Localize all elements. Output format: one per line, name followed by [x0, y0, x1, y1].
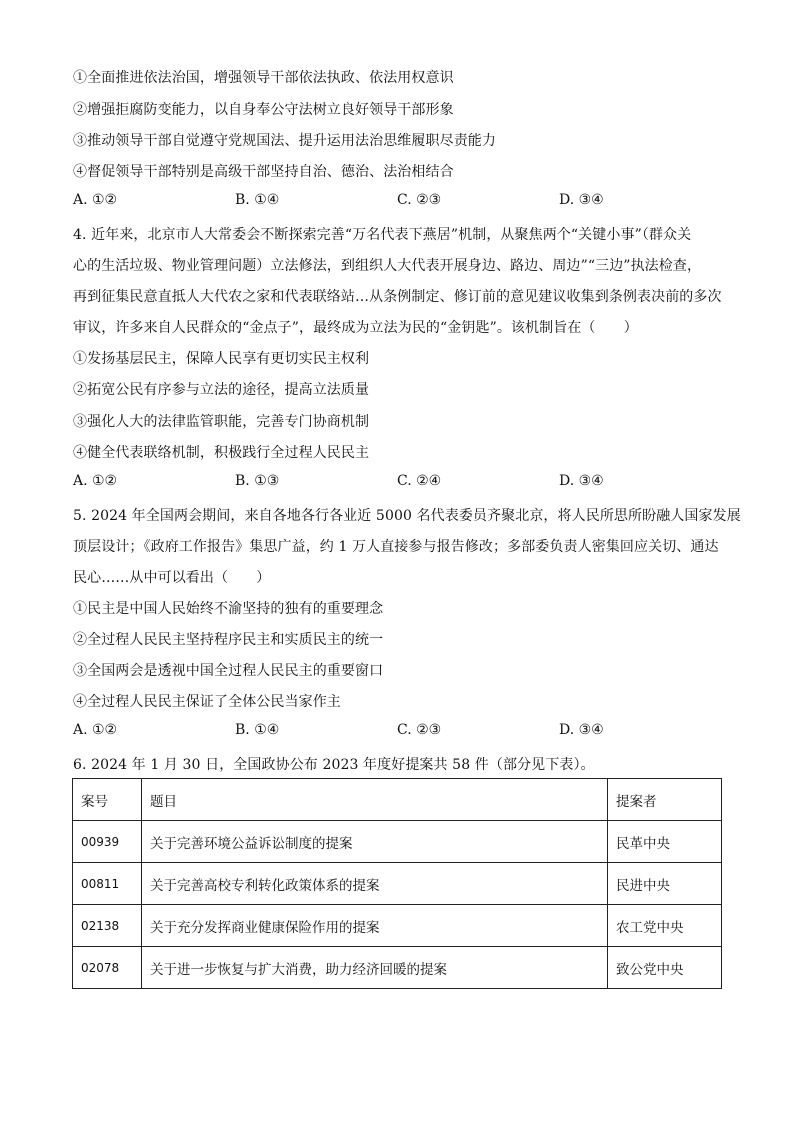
table-row — [73, 947, 722, 989]
cell-proposer: 民革中央 — [608, 821, 722, 863]
cell-title: 关于完善环境公益诉讼制度的提案 — [142, 821, 608, 863]
q5-option-a[interactable]: A. ①② — [73, 722, 118, 738]
q5-stem-line-3: 民心……从中可以看出（ ） — [73, 570, 271, 586]
cell-proposer: 民进中央 — [608, 863, 722, 905]
q4-stem-line-2: 心的生活垃圾、物业管理问题）立法修法，到组织人大代表开展身边、路边、周边”“三边”执法检查， — [73, 258, 702, 274]
q5-stem-line-2: 顶层设计；《政府工作报告》集思广益，约 1 万人直接参与报告修改；多部委负责人密集回应关切、通达 — [73, 539, 719, 555]
q5-item-4: ④全过程人民民主保证了全体公民当家作主 — [73, 694, 341, 710]
q6-stem: 6. 2024 年 1 月 30 日，全国政协公布 2023 年度好提案共 58 件（部分见下表）。 — [73, 757, 595, 773]
q3-options — [73, 192, 723, 212]
q4-option-c[interactable]: C. ②④ — [397, 473, 442, 489]
q3-option-a[interactable]: A. ①② — [73, 192, 118, 208]
q5-item-3: ③全国两会是透视中国全过程人民民主的重要窗口 — [73, 663, 384, 679]
q3-item-1: ①全面推进依法治国，增强领导干部依法执政、依法用权意识 — [73, 70, 454, 86]
cell-case-no: 00811 — [73, 863, 142, 905]
q5-item-1: ①民主是中国人民始终不渝坚持的独有的重要理念 — [73, 601, 384, 617]
cell-proposer: 农工党中央 — [608, 905, 722, 947]
q4-stem-line-1: 4. 近年来，北京市人大常委会不断探索完善“万名代表下燕居”机制，从聚焦两个“关键小事”（群众关 — [73, 227, 692, 243]
cell-case-no: 02138 — [73, 905, 142, 947]
q3-option-c[interactable]: C. ②③ — [397, 192, 442, 208]
q4-item-1: ①发扬基层民主，保障人民享有更切实民主权利 — [73, 351, 370, 367]
cell-case-no: 00939 — [73, 821, 142, 863]
cell-title: 关于进一步恢复与扩大消费，助力经济回暖的提案 — [142, 947, 608, 989]
q5-item-2: ②全过程人民民主坚持程序民主和实质民主的统一 — [73, 632, 384, 648]
header-case-no: 案号 — [73, 779, 142, 821]
q3-item-3: ③推动领导干部自觉遵守党规国法、提升运用法治思维履职尽责能力 — [73, 133, 496, 149]
table-header-row — [73, 779, 722, 821]
q5-options — [73, 722, 723, 742]
q5-option-c[interactable]: C. ②③ — [397, 722, 442, 738]
cell-title: 关于完善高校专利转化政策体系的提案 — [142, 863, 608, 905]
q4-item-3: ③强化人大的法律监管职能，完善专门协商机制 — [73, 414, 370, 430]
table-row — [73, 905, 722, 947]
header-proposer: 提案者 — [608, 779, 722, 821]
q4-stem-line-3: 再到征集民意直抵人大代农之家和代表联络站…从条例制定、修订前的意见建议收集到条例表决前的多次 — [73, 289, 722, 305]
q5-stem-line-1: 5. 2024 年全国两会期间，来自各地各行各业近 5000 名代表委员齐聚北京，将人民所思所盼融人国家发展 — [73, 508, 741, 524]
q3-option-b[interactable]: B. ①④ — [235, 192, 280, 208]
q3-item-4: ④督促领导干部特别是高级干部坚持自治、德治、法治相结合 — [73, 164, 454, 180]
q3-item-2: ②增强拒腐防变能力，以自身奉公守法树立良好领导干部形象 — [73, 102, 454, 118]
q3-option-d[interactable]: D. ③④ — [559, 192, 604, 208]
q5-option-b[interactable]: B. ①④ — [235, 722, 280, 738]
table-row — [73, 863, 722, 905]
q4-item-2: ②拓宽公民有序参与立法的途径，提高立法质量 — [73, 382, 370, 398]
q4-options — [73, 473, 723, 493]
q4-option-b[interactable]: B. ①③ — [235, 473, 280, 489]
cell-title: 关于充分发挥商业健康保险作用的提案 — [142, 905, 608, 947]
cell-case-no: 02078 — [73, 947, 142, 989]
proposal-table — [72, 778, 722, 989]
q4-option-a[interactable]: A. ①② — [73, 473, 118, 489]
q5-option-d[interactable]: D. ③④ — [559, 722, 604, 738]
cell-proposer: 致公党中央 — [608, 947, 722, 989]
q4-item-4: ④健全代表联络机制，积极践行全过程人民民主 — [73, 445, 370, 461]
q4-option-d[interactable]: D. ③④ — [559, 473, 604, 489]
q4-stem-line-4: 审议，许多来自人民群众的“金点子”，最终成为立法为民的“金钥匙”。该机制旨在（ ） — [73, 320, 638, 336]
table-row — [73, 821, 722, 863]
header-title: 题目 — [142, 779, 608, 821]
